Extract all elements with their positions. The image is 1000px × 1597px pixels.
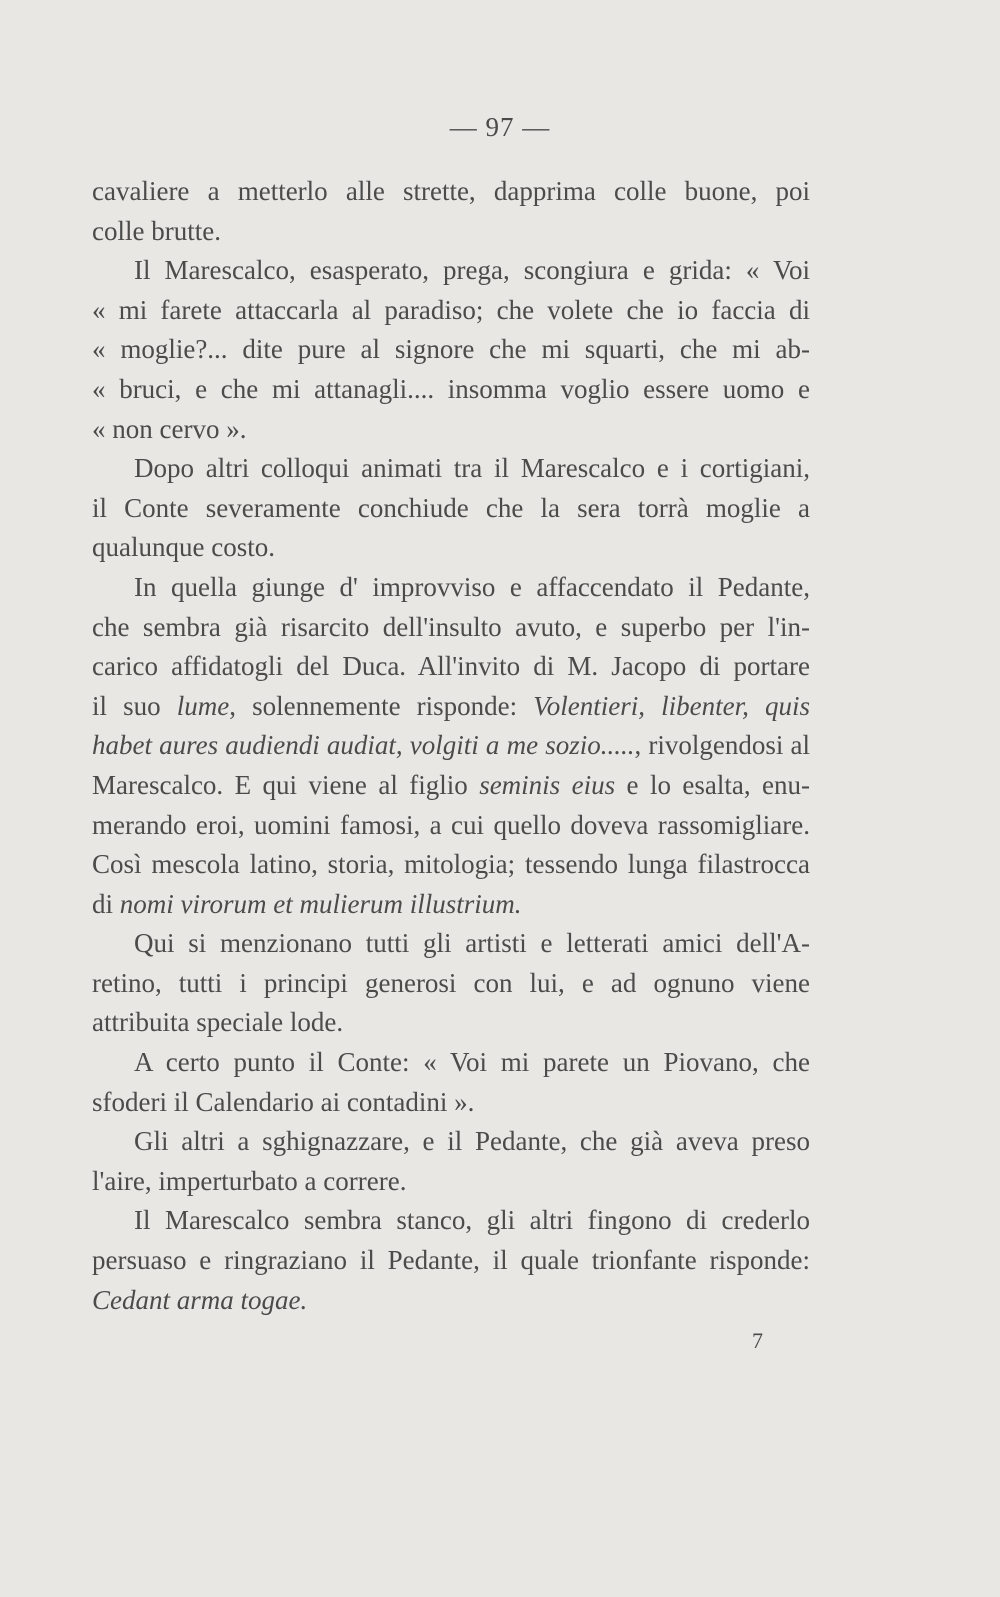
text-line: Così mescola latino, storia, mitologia; tessendo lunga filastrocca (92, 849, 810, 880)
text-line: Qui si menzionano tutti gli artisti e letterati amici dell'A- (134, 928, 810, 959)
text-line: persuaso e ringraziano il Pedante, il quale trionfante risponde: (92, 1245, 810, 1276)
text-line (92, 885, 810, 925)
text-italic: nomi virorum et mulierum illustrium. (119, 888, 522, 919)
text-line: In quella giunge d' improvviso e affaccendato il Pedante, (134, 571, 810, 602)
page-number-header: — 97 — (449, 112, 551, 142)
text-line: che sembra già risarcito dell'insulto avuto, e superbo per l'in- (92, 611, 810, 642)
text-italic: seminis eius (479, 769, 616, 800)
text-line (92, 1281, 810, 1321)
text-line: attribuita speciale lode. (92, 1007, 344, 1038)
text-roman: di (92, 888, 120, 919)
text-line (92, 766, 810, 806)
text-line: A certo punto il Conte: « Voi mi parete un Piovano, che (134, 1047, 810, 1078)
text-line: merando eroi, uomini famosi, a cui quello doveva rassomigliare. (92, 809, 810, 840)
text-line: « bruci, e che mi attanagli.... insomma voglio essere uomo e (92, 373, 810, 404)
text-line: Dopo altri colloqui animati tra il Marescalco e i cortigiani, (134, 453, 810, 484)
text-italic: habet aures audiendi audiat, volgiti a me sozio..... (92, 730, 635, 761)
text-italic: lume (176, 690, 230, 721)
text-roman: , rivolgendosi al (634, 730, 810, 761)
text-line: Gli altri a sghignazzare, e il Pedante, che già aveva preso (134, 1126, 810, 1157)
text-line (92, 726, 810, 766)
body-text (92, 172, 810, 1320)
text-line: cavaliere a metterlo alle strette, dapprima colle buone, poi (92, 176, 810, 206)
text-italic: Volentieri, libenter, quis (533, 690, 810, 721)
text-line: « moglie?... dite pure al signore che mi squarti, che mi ab- (92, 334, 810, 365)
text-line: colle brutte. (92, 215, 221, 246)
text-line: qualunque costo. (92, 532, 275, 563)
text-line: l'aire, imperturbato a correre. (92, 1165, 407, 1196)
text-roman: Marescalco. E qui viene al figlio (92, 769, 480, 800)
text-roman: il suo (92, 690, 177, 721)
text-line: Il Marescalco sembra stanco, gli altri fingono di crederlo (134, 1205, 810, 1236)
text-line: « mi farete attaccarla al paradiso; che volete che io faccia di (92, 294, 810, 325)
text-italic: Cedant arma togae. (92, 1284, 308, 1315)
text-line: retino, tutti i principi generosi con lui, e ad ognuno viene (92, 967, 810, 998)
text-line: il Conte severamente conchiude che la sera torrà moglie a (92, 492, 810, 523)
text-roman: e lo esalta, enu- (615, 769, 810, 800)
text-roman: , solennemente risponde: (229, 690, 534, 721)
text-line: carico affidatogli del Duca. All'invito di M. Jacopo di portare (92, 651, 810, 682)
text-line (92, 687, 810, 727)
signature-mark: 7 (752, 1328, 763, 1353)
text-line: Il Marescalco, esasperato, prega, scongiura e grida: « Voi (134, 255, 810, 286)
text-line: sfoderi il Calendario ai contadini ». (92, 1086, 475, 1117)
text-line: « non cervo ». (92, 413, 247, 444)
